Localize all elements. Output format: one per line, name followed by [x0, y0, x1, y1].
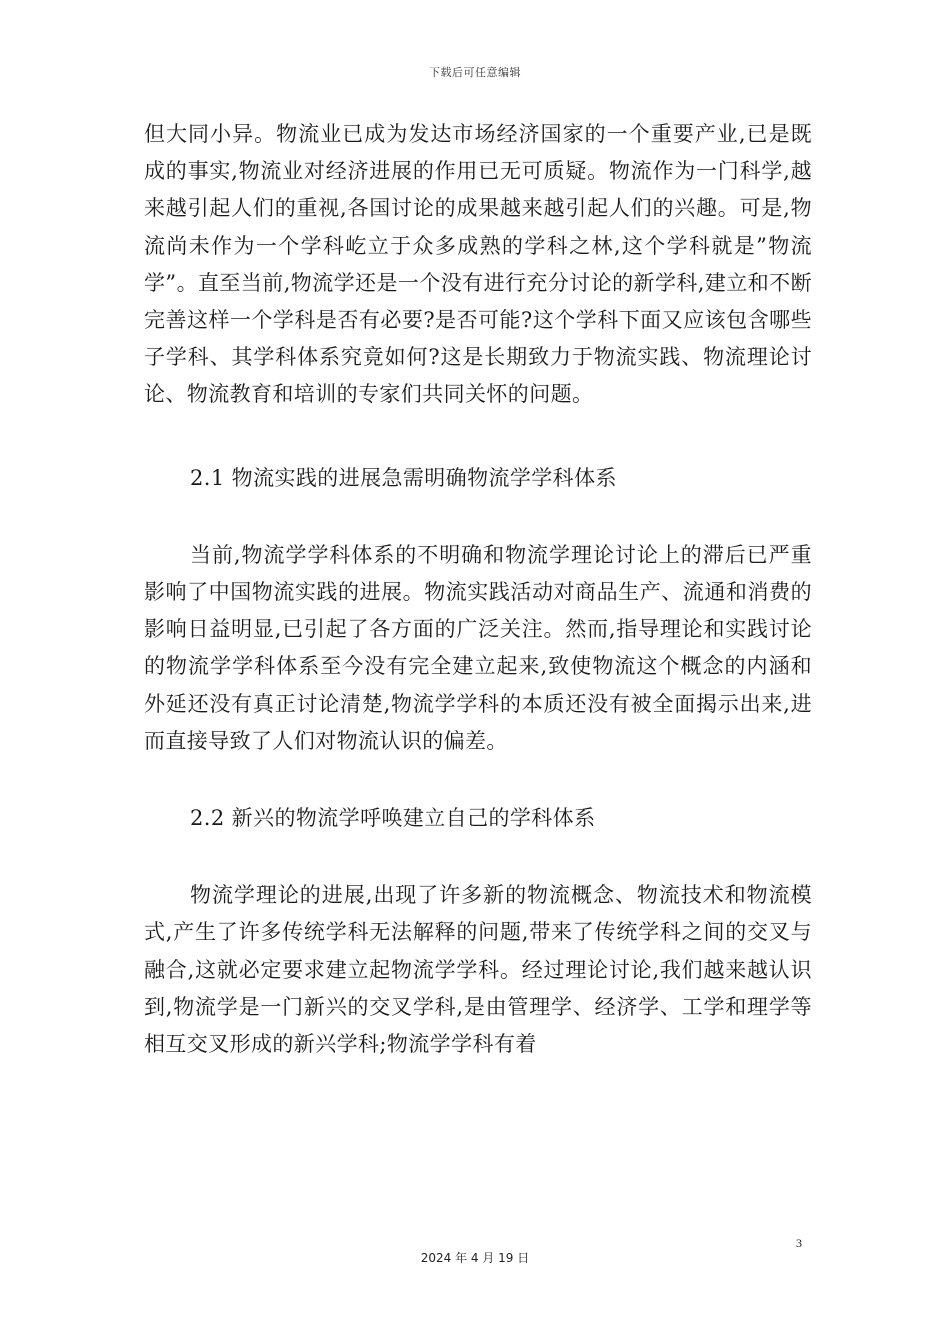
spacer — [144, 414, 812, 460]
paragraph-section-2-2: 物流学理论的进展,出现了许多新的物流概念、物流技术和物流模式,产生了许多传统学科无法解释的问题,带来了传统学科之间的交叉与融合,这就必定要求建立起物流学学科。经过理论讨论,我们越来越认识到,物流学是一门新兴的交叉学科,是由管理学、经济学、工学和理学等相互交叉形成的新兴学科;物流学学科有着 — [144, 883, 812, 1057]
section-heading-2-2: 2.2 新兴的物流学呼唤建立自己的学科体系 — [190, 806, 596, 831]
spacer — [144, 837, 812, 877]
document-body — [144, 116, 812, 1063]
page-header: 下载后可任意编辑 — [429, 66, 521, 79]
spacer — [144, 497, 812, 537]
paragraph-section-2-1: 当前,物流学学科体系的不明确和物流学理论讨论上的滞后已严重影响了中国物流实践的进展。物流实践活动对商品生产、流通和消费的影响日益明显,已引起了各方面的广泛关注。然而,指导理论和实践讨论的物流学学科体系至今没有完全建立起来,致使物流这个概念的内涵和外延还没有真正讨论清楚,物流学学科的本质还没有被全面揭示出来,进而直接导致了人们对物流认识的偏差。 — [144, 542, 812, 753]
spacer — [144, 760, 812, 800]
page-number: 3 — [796, 1236, 802, 1250]
page-footer-date: 2024 年 4 月 19 日 — [420, 1251, 530, 1265]
paragraph-intro: 但大同小异。物流业已成为发达市场经济国家的一个重要产业,已是既成的事实,物流业对经济进展的作用已无可质疑。物流作为一门科学,越来越引起人们的重视,各国讨论的成果越来越引起人们的兴趣。可是,物流尚未作为一个学科屹立于众多成熟的学科之林,这个学科就是”物流学”。直至当前,物流学还是一个没有进行充分讨论的新学科,建立和不断完善这样一个学科是否有必要?是否可能?这个学科下面又应该包含哪些子学科、其学科体系究竟如何?这是长期致力于物流实践、物流理论讨论、物流教育和培训的专家们共同关怀的问题。 — [144, 122, 812, 407]
section-heading-2-1: 2.1 物流实践的进展急需明确物流学学科体系 — [190, 465, 617, 490]
